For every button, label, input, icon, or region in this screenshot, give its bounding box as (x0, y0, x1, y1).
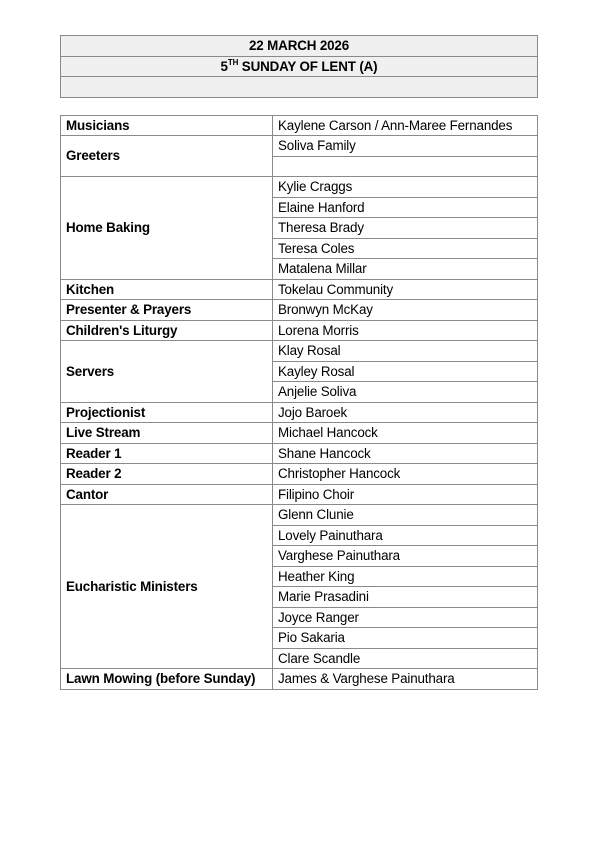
assigned-person: Christopher Hancock (273, 464, 538, 485)
role-label: Live Stream (61, 423, 273, 444)
role-label: Reader 1 (61, 443, 273, 464)
role-label: Greeters (61, 136, 273, 177)
role-label: Servers (61, 341, 273, 403)
date-heading: 22 MARCH 2026 (61, 36, 538, 57)
assigned-person: Filipino Choir (273, 484, 538, 505)
assigned-person: Pio Sakaria (273, 628, 538, 649)
assigned-person: Jojo Baroek (273, 402, 538, 423)
assigned-person: James & Varghese Painuthara (273, 669, 538, 690)
role-label: Presenter & Prayers (61, 300, 273, 321)
role-label: Reader 2 (61, 464, 273, 485)
assigned-person: Teresa Coles (273, 238, 538, 259)
roster-body (61, 115, 538, 689)
assigned-person: Elaine Hanford (273, 197, 538, 218)
assigned-person: Soliva Family (273, 136, 538, 157)
role-label: Home Baking (61, 177, 273, 280)
occasion-heading (61, 56, 538, 77)
assigned-person: Kaylene Carson / Ann-Maree Fernandes (273, 115, 538, 136)
roster-row-lawn-mowing-before-sunday (61, 669, 538, 690)
roster-row-children-s-liturgy (61, 320, 538, 341)
roster-row-live-stream (61, 423, 538, 444)
blank-header-cell (61, 77, 538, 98)
role-label: Projectionist (61, 402, 273, 423)
spacer-cell (61, 97, 538, 115)
assigned-person: Matalena Millar (273, 259, 538, 280)
blank-header-row (61, 77, 538, 98)
assigned-person: Kylie Craggs (273, 177, 538, 198)
spacer-row (61, 97, 538, 115)
roster-row-kitchen (61, 279, 538, 300)
date-row (61, 36, 538, 57)
roster-row-greeters (61, 136, 538, 157)
roster-row-presenter-prayers (61, 300, 538, 321)
assigned-person: Tokelau Community (273, 279, 538, 300)
roster-row-reader-2 (61, 464, 538, 485)
assigned-person: Michael Hancock (273, 423, 538, 444)
assigned-person (273, 156, 538, 177)
role-label: Children's Liturgy (61, 320, 273, 341)
role-label: Musicians (61, 115, 273, 136)
roster-row-servers (61, 341, 538, 362)
assigned-person: Clare Scandle (273, 648, 538, 669)
role-label: Cantor (61, 484, 273, 505)
roster-row-reader-1 (61, 443, 538, 464)
assigned-person: Klay Rosal (273, 341, 538, 362)
roster-row-musicians (61, 115, 538, 136)
occasion-name: SUNDAY OF LENT (A) (238, 58, 378, 74)
roster-table (60, 35, 538, 690)
assigned-person: Varghese Painuthara (273, 546, 538, 567)
assigned-person: Lovely Painuthara (273, 525, 538, 546)
assigned-person: Heather King (273, 566, 538, 587)
roster-row-home-baking (61, 177, 538, 198)
role-label: Eucharistic Ministers (61, 505, 273, 669)
assigned-person: Shane Hancock (273, 443, 538, 464)
assigned-person: Theresa Brady (273, 218, 538, 239)
occasion-row (61, 56, 538, 77)
assigned-person: Marie Prasadini (273, 587, 538, 608)
assigned-person: Joyce Ranger (273, 607, 538, 628)
roster-row-projectionist (61, 402, 538, 423)
occasion-suffix: TH (227, 57, 239, 67)
assigned-person: Glenn Clunie (273, 505, 538, 526)
assigned-person: Anjelie Soliva (273, 382, 538, 403)
role-label: Lawn Mowing (before Sunday) (61, 669, 273, 690)
roster-row-eucharistic-ministers (61, 505, 538, 526)
assigned-person: Lorena Morris (273, 320, 538, 341)
assigned-person: Kayley Rosal (273, 361, 538, 382)
occasion-number: 5 (220, 58, 228, 74)
role-label: Kitchen (61, 279, 273, 300)
assigned-person: Bronwyn McKay (273, 300, 538, 321)
roster-row-cantor (61, 484, 538, 505)
